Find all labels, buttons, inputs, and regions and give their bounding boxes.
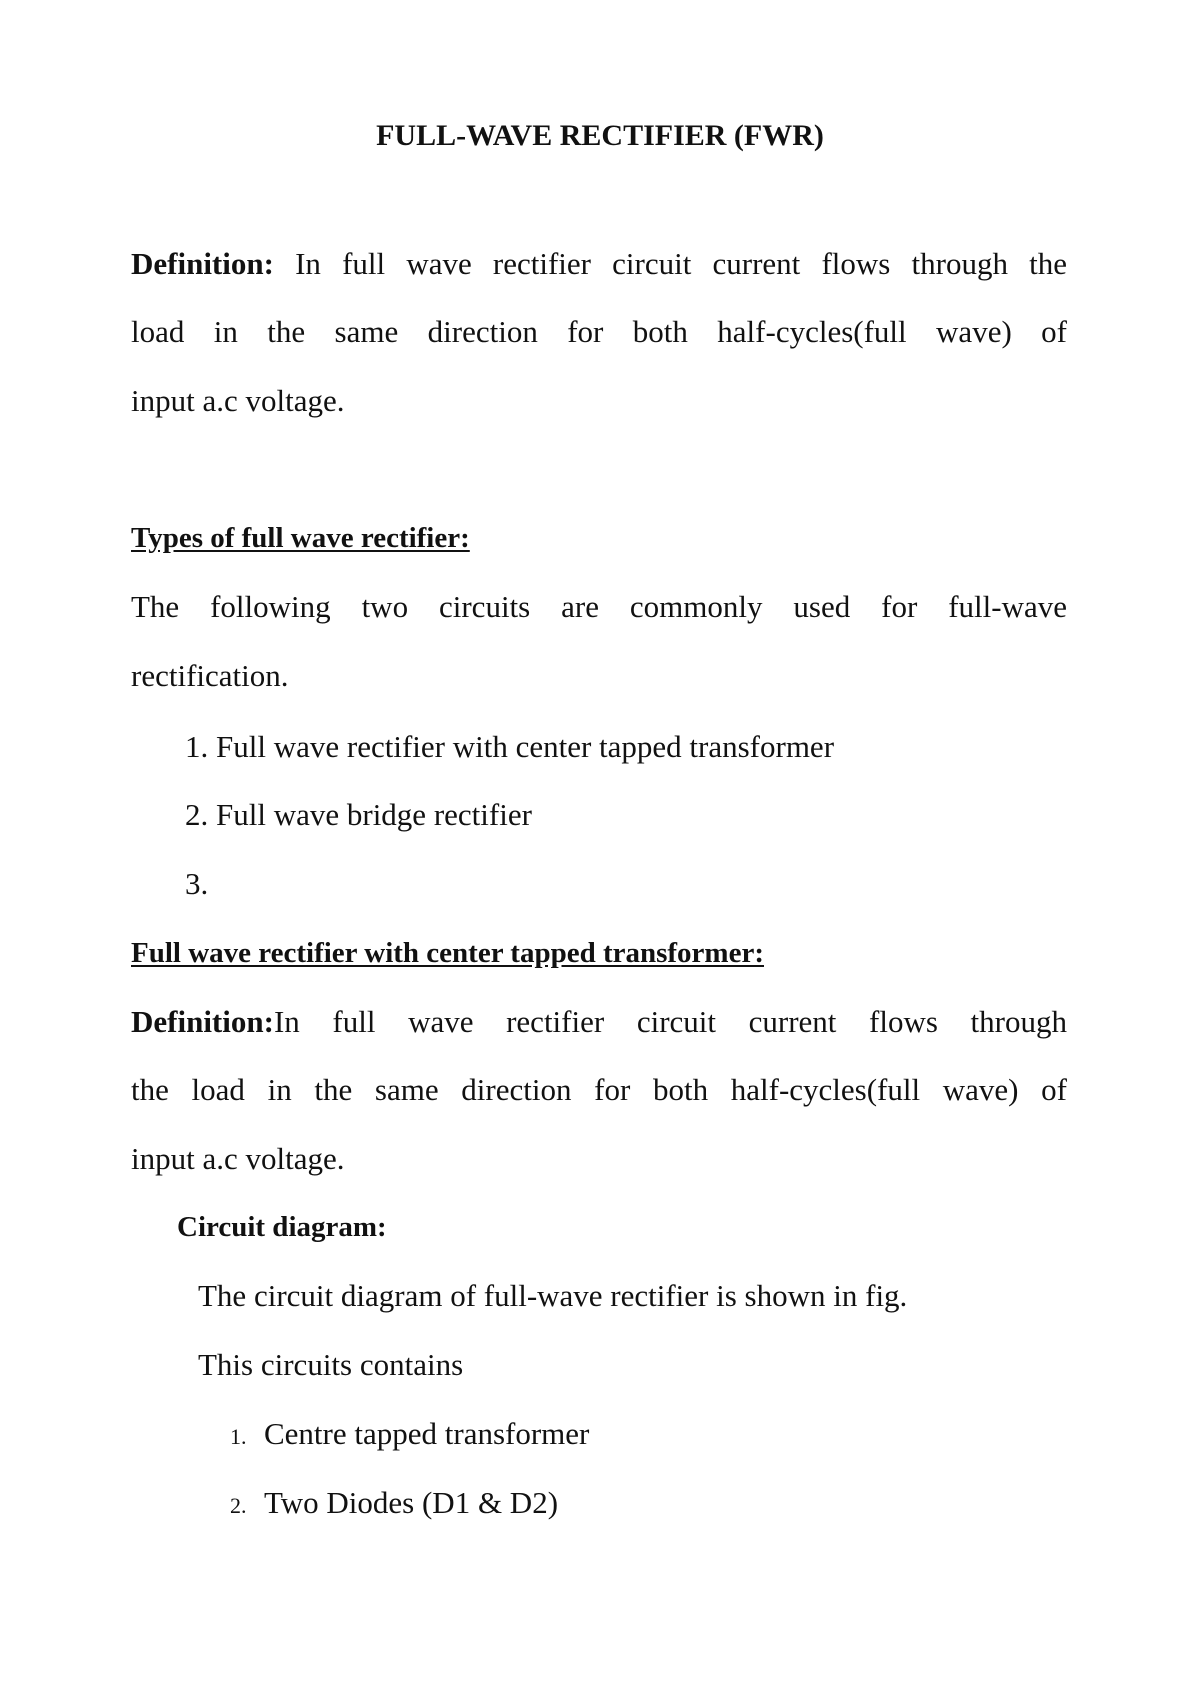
- list-number: 1.: [185, 729, 209, 764]
- center-tapped-definition-line-3: input a.c voltage.: [131, 1141, 345, 1176]
- components-list-item: [230, 1483, 558, 1526]
- components-list-item: [230, 1414, 589, 1457]
- list-number: 3.: [185, 866, 209, 901]
- page-title: FULL-WAVE RECTIFIER (FWR): [376, 119, 824, 152]
- list-text: Centre tapped transformer: [264, 1416, 590, 1451]
- types-list-item: [185, 795, 532, 835]
- definition-text-1: In full wave rectifier circuit current flows through the: [273, 246, 1067, 281]
- types-intro-line-1: The following two circuits are commonly used for full-wave: [131, 589, 1067, 624]
- center-tapped-definition-line-1: [131, 1002, 1067, 1042]
- definition-paragraph-line-3: input a.c voltage.: [131, 383, 345, 418]
- types-list-item: [185, 864, 208, 904]
- list-number: 2.: [185, 797, 209, 832]
- types-heading: Types of full wave rectifier:: [131, 522, 470, 554]
- list-text: Full wave bridge rectifier: [216, 797, 532, 832]
- list-text: Two Diodes (D1 & D2): [264, 1485, 559, 1520]
- definition-text-1: In full wave rectifier circuit current flows through: [273, 1004, 1067, 1039]
- definition-paragraph-line-2: load in the same direction for both half-cycles(full wave) of: [131, 314, 1067, 349]
- list-text: Full wave rectifier with center tapped transformer: [216, 729, 835, 764]
- types-list-item: [185, 727, 834, 767]
- definition-label: Definition:: [131, 246, 274, 281]
- circuit-description-line-1: The circuit diagram of full-wave rectifier is shown in fig.: [198, 1278, 908, 1313]
- list-number: 2.: [230, 1493, 247, 1518]
- list-number: 1.: [230, 1424, 247, 1449]
- definition-label: Definition:: [131, 1004, 274, 1039]
- center-tapped-heading: Full wave rectifier with center tapped transformer:: [131, 937, 764, 969]
- definition-paragraph-line-1: [131, 244, 1067, 284]
- types-intro-line-2: rectification.: [131, 658, 289, 693]
- center-tapped-definition-line-2: the load in the same direction for both half-cycles(full wave) of: [131, 1072, 1067, 1107]
- circuit-diagram-heading: Circuit diagram:: [177, 1211, 387, 1243]
- circuit-description-line-2: This circuits contains: [198, 1347, 464, 1382]
